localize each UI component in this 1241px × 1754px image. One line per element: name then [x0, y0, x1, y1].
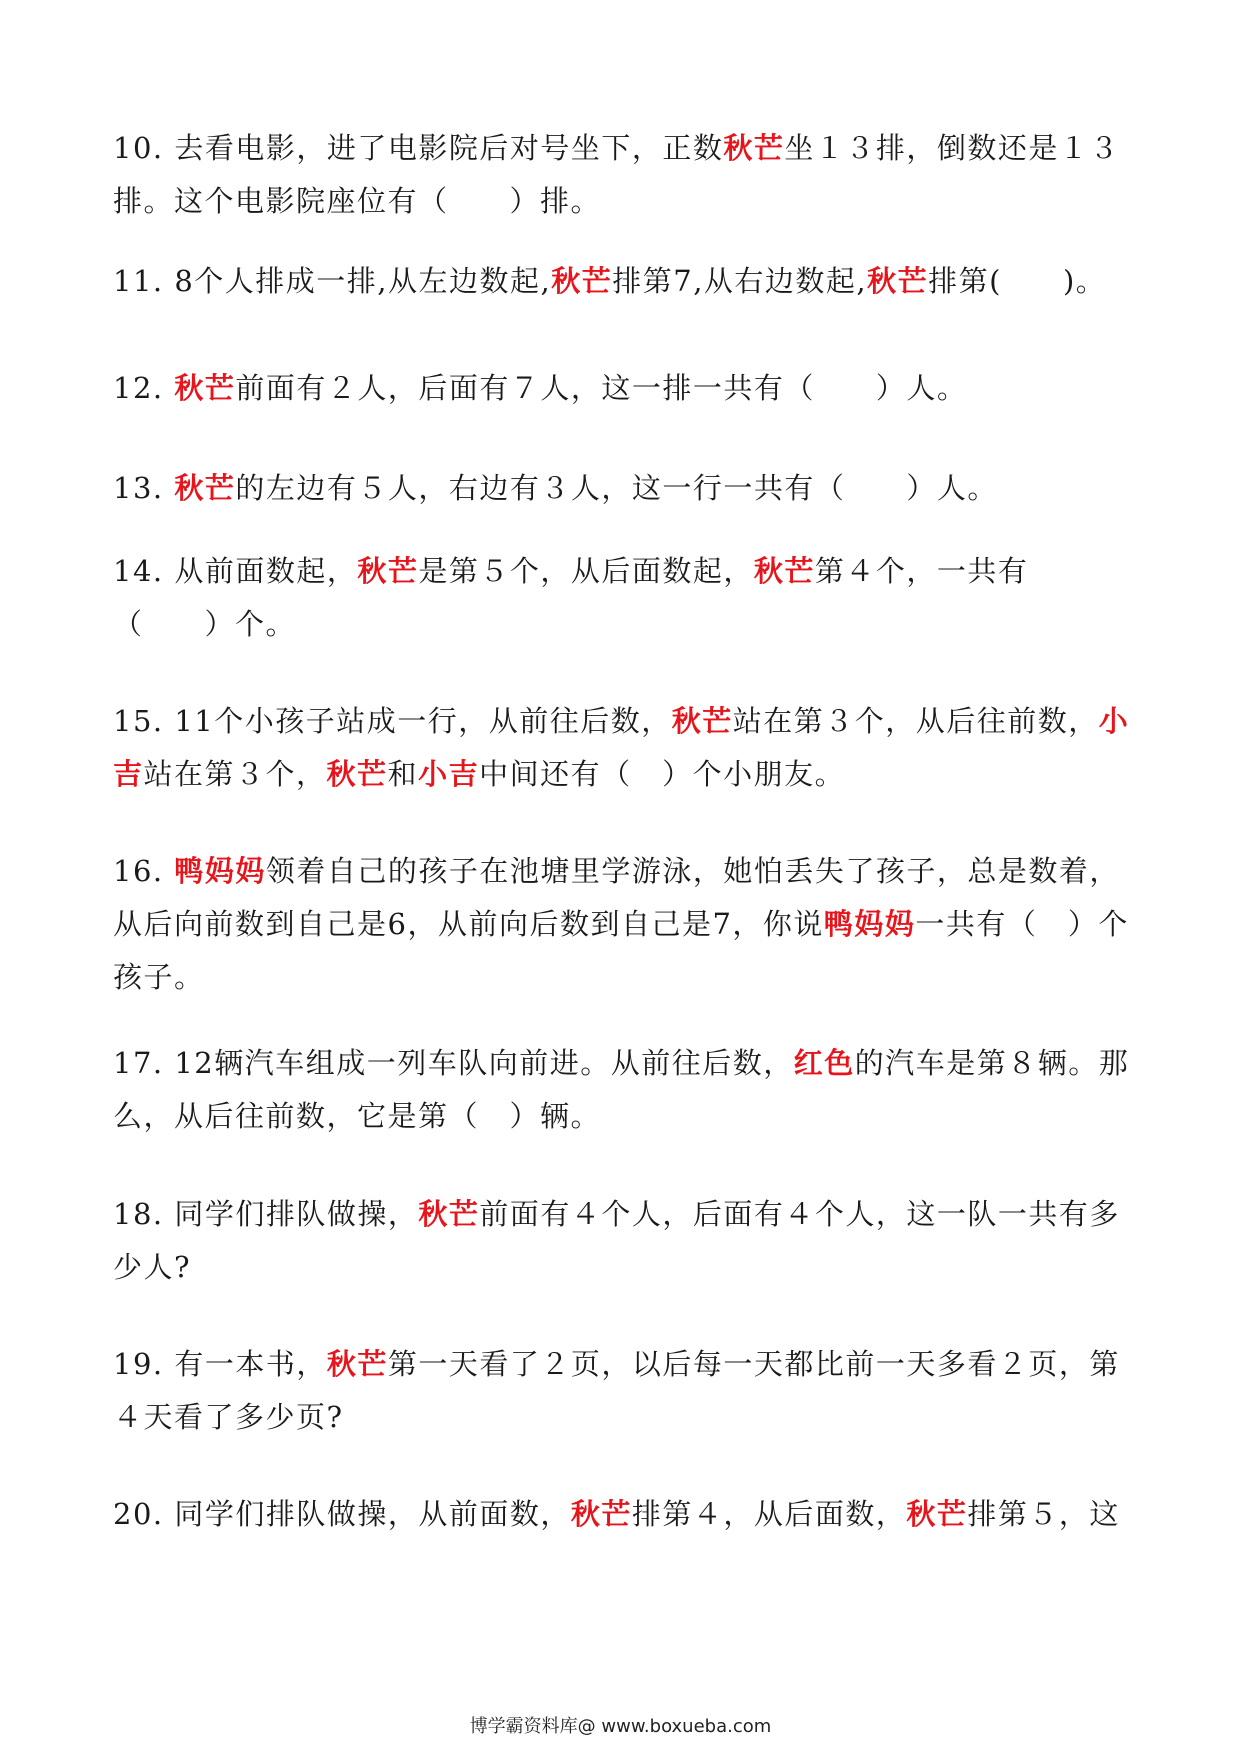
question-text: 一共有（ ）个孩子。	[113, 907, 1129, 994]
highlighted-name: 红色	[793, 1046, 855, 1080]
highlighted-name: 秋芒	[753, 554, 815, 588]
highlighted-name: 秋芒	[357, 554, 419, 588]
highlighted-name: 秋芒	[723, 131, 785, 165]
question-text: 16.	[113, 854, 175, 888]
question-text: 站在第３个，从后往前数，	[732, 704, 1099, 738]
question-11	[113, 255, 1133, 308]
highlighted-name: 秋芒	[671, 704, 733, 738]
question-text: 排第４，从后面数，	[631, 1497, 907, 1531]
highlighted-name: 秋芒	[867, 264, 929, 298]
highlighted-name: 秋芒	[551, 264, 613, 298]
question-text: 的左边有５人，右边有３人，这一行一共有（ ）人。	[235, 471, 998, 505]
question-text: 前面有４个人，后面有４个人，这一队一共有多少人?	[113, 1197, 1120, 1284]
question-text: 坐１３排，倒数还是１３排。这个电影院座位有（ ）排。	[113, 131, 1120, 218]
question-text: 18. 同学们排队做操，	[113, 1197, 419, 1231]
question-text: 前面有２人，后面有７人，这一排一共有（ ）人。	[235, 371, 968, 405]
question-text: 10. 去看电影，进了电影院后对号坐下，正数	[113, 131, 724, 165]
highlighted-name: 秋芒	[326, 1347, 388, 1381]
question-17	[113, 1037, 1133, 1143]
highlighted-name: 秋芒	[570, 1497, 632, 1531]
question-15	[113, 695, 1133, 801]
question-text: 13.	[113, 471, 175, 505]
question-20	[113, 1488, 1133, 1541]
highlighted-name: 鸭妈妈	[174, 854, 266, 888]
question-text: 20. 同学们排队做操，从前面数，	[113, 1497, 571, 1531]
question-text: 11. 8个人排成一排,从左边数起,	[113, 264, 552, 298]
question-text: 19. 有一本书，	[113, 1347, 327, 1381]
question-text: 15. 11个小孩子站成一行，从前往后数，	[113, 704, 672, 738]
question-text: 站在第３个，	[143, 757, 327, 791]
highlighted-name: 小吉	[418, 757, 480, 791]
question-text: 排第7,从右边数起,	[612, 264, 868, 298]
question-text: 的汽车是第８辆。那么，从后往前数，它是第（ ）辆。	[113, 1046, 1130, 1133]
question-text: 是第５个，从后面数起，	[418, 554, 754, 588]
highlighted-name: 秋芒	[418, 1197, 480, 1231]
page-footer: 博学霸资料库@ www.boxueba.com	[469, 1716, 772, 1737]
question-text: 14. 从前面数起，	[113, 554, 358, 588]
question-text: 排第５，这	[967, 1497, 1120, 1531]
question-text: 和	[387, 757, 419, 791]
question-text: 第４个，一共有（ ）个。	[113, 554, 1029, 641]
highlighted-name: 秋芒	[174, 471, 236, 505]
question-text: 12.	[113, 371, 175, 405]
question-14	[113, 545, 1133, 651]
question-16	[113, 845, 1133, 1004]
question-10	[113, 122, 1133, 228]
question-text: 第一天看了２页，以后每一天都比前一天多看２页，第４天看了多少页?	[113, 1347, 1120, 1434]
question-text: 领着自己的孩子在池塘里学游泳，她怕丢失了孩子，总是数着，从后向前数到自己是6，从前向后数到自己是7，你说	[113, 854, 1120, 941]
highlighted-name: 小吉	[113, 704, 1130, 791]
highlighted-name: 秋芒	[174, 371, 236, 405]
question-12	[113, 362, 1133, 415]
question-18	[113, 1188, 1133, 1294]
highlighted-name: 秋芒	[326, 757, 388, 791]
highlighted-name: 秋芒	[906, 1497, 968, 1531]
question-19	[113, 1338, 1133, 1444]
question-text: 17. 12辆汽车组成一列车队向前进。从前往后数，	[113, 1046, 794, 1080]
highlighted-name: 鸭妈妈	[823, 907, 916, 941]
question-text: 中间还有（ ）个小朋友。	[479, 757, 846, 791]
question-13	[113, 462, 1133, 515]
question-text: 排第( )。	[928, 264, 1107, 298]
